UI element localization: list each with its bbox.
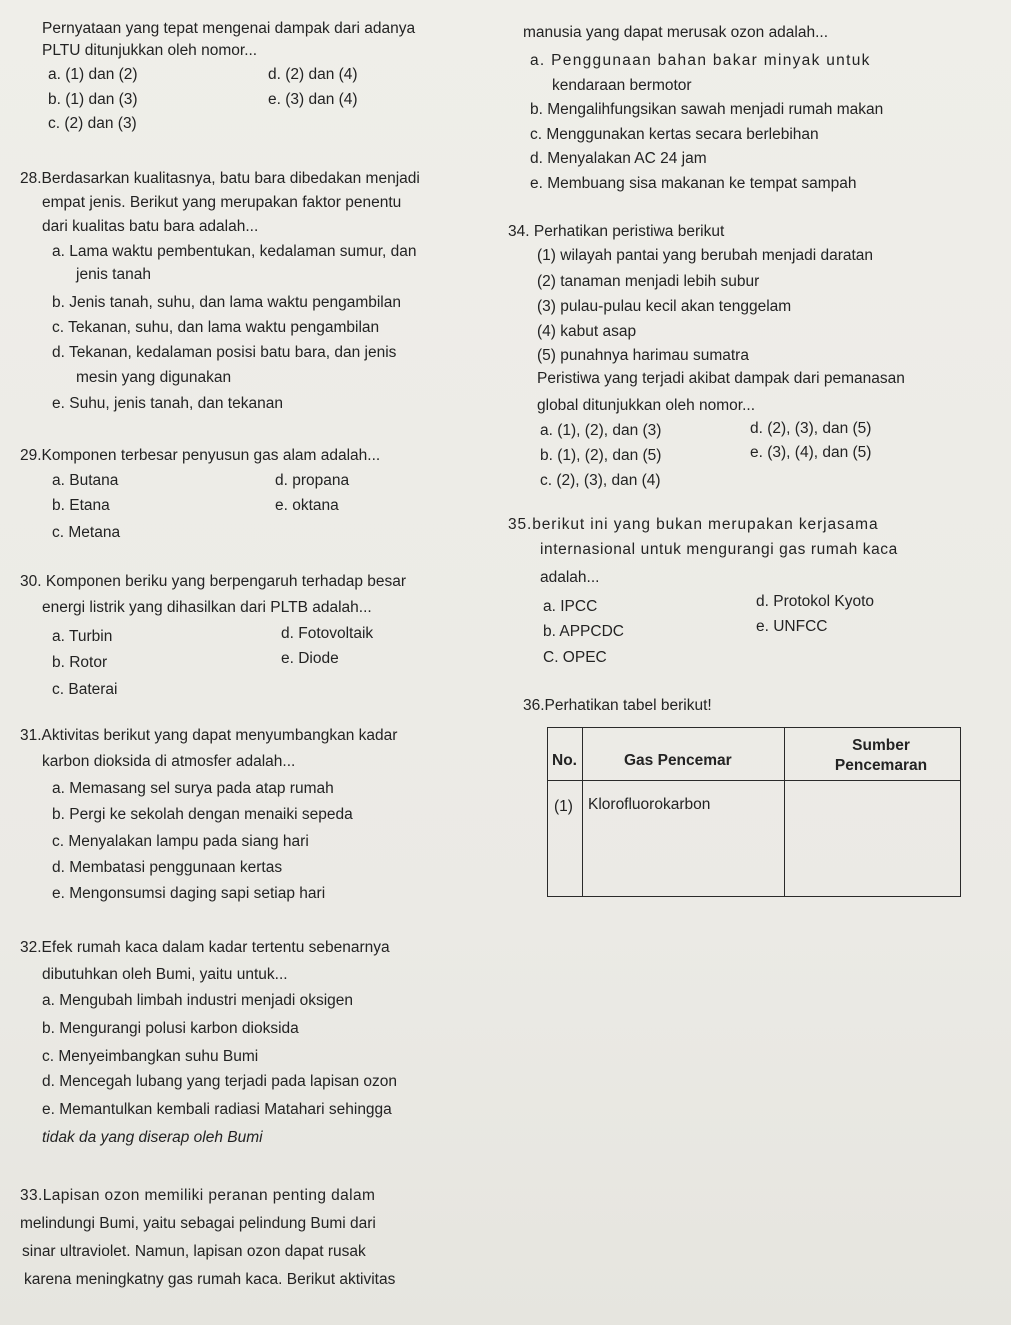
- q34-option-b[interactable]: b. (1), (2), dan (5): [540, 447, 662, 464]
- q31-option-c[interactable]: c. Menyalakan lampu pada siang hari: [52, 833, 309, 850]
- q29-stem: 29.Komponen terbesar penyusun gas alam adalah...: [20, 447, 381, 464]
- q35-option-b[interactable]: b. APPCDC: [543, 623, 624, 640]
- q31-option-b[interactable]: b. Pergi ke sekolah dengan menaiki sepeda: [52, 806, 353, 823]
- q33-stem-4: karena meningkatny gas rumah kaca. Berikut aktivitas: [24, 1271, 396, 1288]
- q28-option-d-cont: mesin yang digunakan: [76, 369, 232, 386]
- q32-option-e[interactable]: e. Memantulkan kembali radiasi Matahari sehingga: [42, 1101, 392, 1118]
- q27-stem-2: PLTU ditunjukkan oleh nomor...: [42, 42, 258, 59]
- q30-option-b[interactable]: b. Rotor: [52, 654, 108, 671]
- q31-stem-2: karbon dioksida di atmosfer adalah...: [42, 753, 296, 770]
- table-row-1-no: (1): [554, 798, 573, 815]
- q34-item-4: (4) kabut asap: [537, 323, 637, 340]
- q35-stem-3: adalah...: [540, 569, 600, 586]
- q34-stem-3: global ditunjukkan oleh nomor...: [537, 397, 756, 414]
- q30-option-e[interactable]: e. Diode: [281, 650, 339, 667]
- q34-stem-1: 34. Perhatikan peristiwa berikut: [508, 223, 725, 240]
- q32-option-c[interactable]: c. Menyeimbangkan suhu Bumi: [42, 1048, 259, 1065]
- table-header-no: No.: [552, 752, 577, 769]
- q29-option-a[interactable]: a. Butana: [52, 472, 119, 489]
- q35-stem-2: internasional untuk mengurangi gas rumah kaca: [540, 541, 898, 558]
- q32-option-b[interactable]: b. Mengurangi polusi karbon dioksida: [42, 1020, 299, 1037]
- q32-option-a[interactable]: a. Mengubah limbah industri menjadi oksigen: [42, 992, 354, 1009]
- q30-stem-1: 30. Komponen beriku yang berpengaruh terhadap besar: [20, 573, 407, 590]
- q31-option-d[interactable]: d. Membatasi penggunaan kertas: [52, 859, 283, 876]
- q34-item-2: (2) tanaman menjadi lebih subur: [537, 273, 760, 290]
- q28-stem-3: dari kualitas batu bara adalah...: [42, 218, 259, 235]
- q27-option-c[interactable]: c. (2) dan (3): [48, 115, 137, 132]
- q28-option-b[interactable]: b. Jenis tanah, suhu, dan lama waktu pengambilan: [52, 294, 401, 311]
- q33-option-b[interactable]: b. Mengalihfungsikan sawah menjadi rumah makan: [530, 101, 884, 118]
- q32-stem-1: 32.Efek rumah kaca dalam kadar tertentu sebenarnya: [20, 939, 390, 956]
- q34-option-e[interactable]: e. (3), (4), dan (5): [750, 444, 872, 461]
- q27-option-e[interactable]: e. (3) dan (4): [268, 91, 358, 108]
- q27-option-b[interactable]: b. (1) dan (3): [48, 91, 138, 108]
- q27-option-d[interactable]: d. (2) dan (4): [268, 66, 358, 83]
- q31-option-a[interactable]: a. Memasang sel surya pada atap rumah: [52, 780, 334, 797]
- q28-option-e[interactable]: e. Suhu, jenis tanah, dan tekanan: [52, 395, 283, 412]
- pollutant-table: [547, 727, 961, 897]
- q30-option-d[interactable]: d. Fotovoltaik: [281, 625, 374, 642]
- table-row-1-gas: Klorofluorokarbon: [588, 796, 711, 813]
- q28-stem-1: 28.Berdasarkan kualitasnya, batu bara dibedakan menjadi: [20, 170, 420, 187]
- q30-stem-2: energi listrik yang dihasilkan dari PLTB adalah...: [42, 599, 372, 616]
- q27-option-a[interactable]: a. (1) dan (2): [48, 66, 138, 83]
- q29-option-e[interactable]: e. oktana: [275, 497, 339, 514]
- q28-stem-2: empat jenis. Berikut yang merupakan faktor penentu: [42, 194, 402, 211]
- q32-option-e-cont: tidak da yang diserap oleh Bumi: [42, 1129, 263, 1146]
- q33-option-a-cont: kendaraan bermotor: [552, 77, 692, 94]
- q33-option-e[interactable]: e. Membuang sisa makanan ke tempat sampah: [530, 175, 857, 192]
- table-header-source: Sumber Pencemaran: [834, 737, 928, 774]
- q34-option-c[interactable]: c. (2), (3), dan (4): [540, 472, 661, 489]
- q30-option-c[interactable]: c. Baterai: [52, 681, 118, 698]
- q27-stem-1: Pernyataan yang tepat mengenai dampak dari adanya: [42, 20, 416, 37]
- q34-item-1: (1) wilayah pantai yang berubah menjadi daratan: [537, 247, 874, 264]
- q35-option-c[interactable]: C. OPEC: [543, 649, 607, 666]
- q33-stem-3: sinar ultraviolet. Namun, lapisan ozon dapat rusak: [22, 1243, 366, 1260]
- q33-option-a[interactable]: a. Penggunaan bahan bakar minyak untuk: [530, 52, 871, 69]
- q35-option-a[interactable]: a. IPCC: [543, 598, 598, 615]
- q29-option-b[interactable]: b. Etana: [52, 497, 110, 514]
- q29-option-c[interactable]: c. Metana: [52, 524, 121, 541]
- q31-option-e[interactable]: e. Mengonsumsi daging sapi setiap hari: [52, 885, 326, 902]
- q33-option-d[interactable]: d. Menyalakan AC 24 jam: [530, 150, 707, 167]
- q34-item-5: (5) punahnya harimau sumatra: [537, 347, 749, 364]
- q32-option-d[interactable]: d. Mencegah lubang yang terjadi pada lapisan ozon: [42, 1073, 398, 1090]
- q28-option-a[interactable]: a. Lama waktu pembentukan, kedalaman sumur, dan: [52, 243, 417, 260]
- q33-stem-2: melindungi Bumi, yaitu sebagai pelindung Bumi dari: [20, 1215, 376, 1232]
- q34-option-a[interactable]: a. (1), (2), dan (3): [540, 422, 662, 439]
- q32-stem-2: dibutuhkan oleh Bumi, yaitu untuk...: [42, 966, 288, 983]
- q28-option-d[interactable]: d. Tekanan, kedalaman posisi batu bara, dan jenis: [52, 344, 397, 361]
- q28-option-a-cont: jenis tanah: [76, 266, 151, 283]
- q34-item-3: (3) pulau-pulau kecil akan tenggelam: [537, 298, 792, 315]
- q35-option-d[interactable]: d. Protokol Kyoto: [756, 593, 875, 610]
- q30-option-a[interactable]: a. Turbin: [52, 628, 113, 645]
- q33-stem-5: manusia yang dapat merusak ozon adalah...: [523, 24, 829, 41]
- q35-option-e[interactable]: e. UNFCC: [756, 618, 828, 635]
- q29-option-d[interactable]: d. propana: [275, 472, 350, 489]
- q28-option-c[interactable]: c. Tekanan, suhu, dan lama waktu pengambilan: [52, 319, 380, 336]
- q33-stem-1: 33.Lapisan ozon memiliki peranan penting dalam: [20, 1187, 376, 1204]
- table-header-gas: Gas Pencemar: [624, 752, 732, 769]
- q33-option-c[interactable]: c. Menggunakan kertas secara berlebihan: [530, 126, 819, 143]
- q34-stem-2: Peristiwa yang terjadi akibat dampak dari pemanasan: [537, 370, 905, 387]
- q35-stem-1: 35.berikut ini yang bukan merupakan kerjasama: [508, 516, 879, 533]
- q34-option-d[interactable]: d. (2), (3), dan (5): [750, 420, 872, 437]
- q31-stem-1: 31.Aktivitas berikut yang dapat menyumbangkan kadar: [20, 727, 398, 744]
- q36-stem-1: 36.Perhatikan tabel berikut!: [523, 697, 712, 714]
